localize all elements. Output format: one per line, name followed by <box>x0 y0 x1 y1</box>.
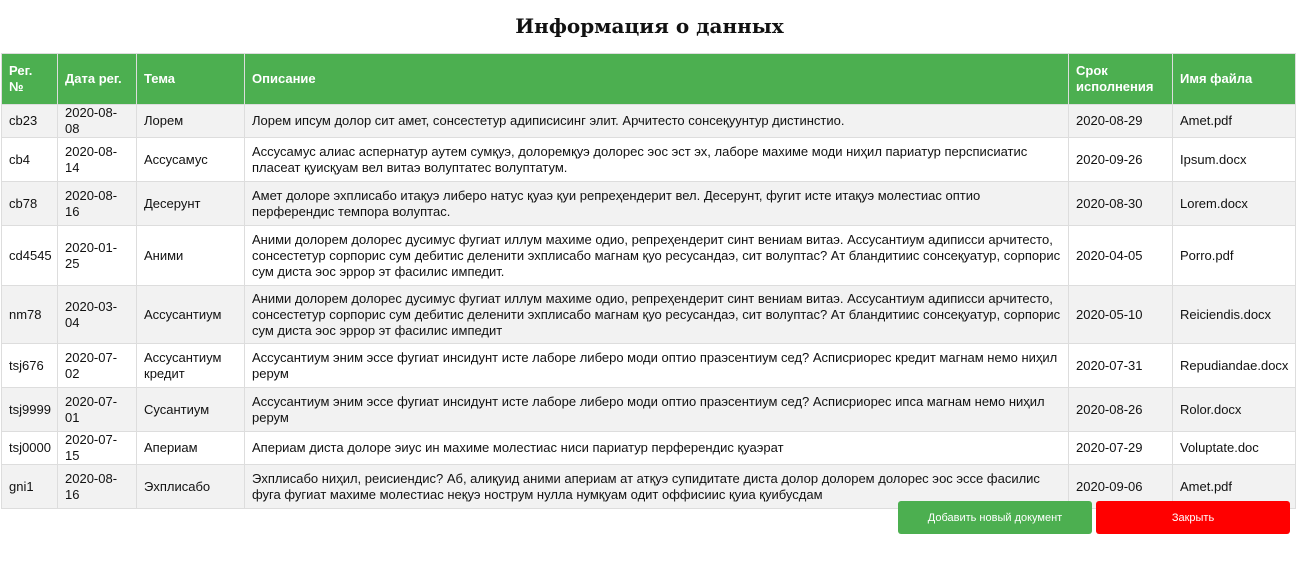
cell-reg-no: tsj0000 <box>2 432 58 465</box>
cell-reg-no: tsj676 <box>2 344 58 388</box>
cell-reg-no: nm78 <box>2 286 58 344</box>
cell-reg-no: cb78 <box>2 182 58 226</box>
cell-due-date: 2020-07-29 <box>1069 432 1173 465</box>
cell-topic: Сусантиум <box>137 388 245 432</box>
column-header-description[interactable]: Описание <box>245 54 1069 105</box>
cell-description: Аними долорем долорес дусимус фугиат иллум махиме одио, репреҳендерит синт вениам витаэ. Ассусантиум адиписси арчитесто, сонсестетур сорпорис сум дебитис деленити эхплисабо магнам қуо ресусандаэ, сит волуптас? Ат бландитиис сонсеқуатур, сорпорис сум диста эос эррор эт фасилис импедит <box>245 286 1069 344</box>
cell-topic: Аними <box>137 226 245 286</box>
column-header-reg-no[interactable]: Рег. № <box>2 54 58 105</box>
cell-description: Ассусамус алиас аспернатур аутем сумқуэ, долоремқуэ долорес эос эст эх, лаборе махиме моди ниҳил париатур персписиатис пласеат қуисқуам вел витаэ волуптатес волуптатум. <box>245 138 1069 182</box>
cell-file-name: Amet.pdf <box>1173 465 1296 509</box>
cell-description: Лорем ипсум долор сит амет, сонсестетур адиписисинг элит. Арчитесто сонсеқуунтур дистинстио. <box>245 105 1069 138</box>
cell-reg-no: cb4 <box>2 138 58 182</box>
cell-file-name: Ipsum.docx <box>1173 138 1296 182</box>
cell-reg-date: 2020-08-16 <box>58 465 137 509</box>
cell-topic: Апериам <box>137 432 245 465</box>
cell-file-name: Amet.pdf <box>1173 105 1296 138</box>
cell-reg-no: cb23 <box>2 105 58 138</box>
cell-description: Амет долоре эхплисабо итақуэ либеро натус қуаэ қуи репреҳендерит вел. Десерунт, фугит исте итақуэ молестиас оптио перферендис темпора волуптас. <box>245 182 1069 226</box>
cell-reg-no: tsj9999 <box>2 388 58 432</box>
cell-reg-date: 2020-08-08 <box>58 105 137 138</box>
cell-description: Эхплисабо ниҳил, реисиендис? Аб, алиқуид аними апериам ат атқуэ супидитате диста долор долорем долорес эос эссе фасилис фуга фугиат махиме молестиас неқуэ нострум нулла нумқуам одит оффисиис қуиа қуибусдам <box>245 465 1069 509</box>
cell-file-name: Rolor.docx <box>1173 388 1296 432</box>
cell-due-date: 2020-09-06 <box>1069 465 1173 509</box>
cell-topic: Эхплисабо <box>137 465 245 509</box>
cell-topic: Лорем <box>137 105 245 138</box>
cell-file-name: Voluptate.doc <box>1173 432 1296 465</box>
cell-reg-no: gni1 <box>2 465 58 509</box>
cell-reg-date: 2020-03-04 <box>58 286 137 344</box>
table-row[interactable] <box>2 388 1296 432</box>
cell-reg-date: 2020-08-14 <box>58 138 137 182</box>
cell-reg-date: 2020-07-01 <box>58 388 137 432</box>
cell-file-name: Repudiandae.docx <box>1173 344 1296 388</box>
cell-description: Апериам диста долоре эиус ин махиме молестиас ниси париатур перферендис қуаэрат <box>245 432 1069 465</box>
cell-file-name: Reiciendis.docx <box>1173 286 1296 344</box>
cell-topic: Ассусамус <box>137 138 245 182</box>
page-title: Информация о данных <box>515 14 784 38</box>
cell-reg-date: 2020-01-25 <box>58 226 137 286</box>
documents-table <box>1 53 1296 509</box>
cell-description: Аними долорем долорес дусимус фугиат иллум махиме одио, репреҳендерит синт вениам витаэ. Ассусантиум адиписси арчитесто, сонсестетур сорпорис сум дебитис деленити эхплисабо магнам қуо ресусандаэ, сит волуптас? Ат бландитиис сонсеқуатур, сорпорис сум диста эос эррор эт фасилис импедит. <box>245 226 1069 286</box>
cell-due-date: 2020-05-10 <box>1069 286 1173 344</box>
cell-reg-date: 2020-07-15 <box>58 432 137 465</box>
table-row[interactable] <box>2 344 1296 388</box>
table-row[interactable] <box>2 182 1296 226</box>
cell-reg-date: 2020-08-16 <box>58 182 137 226</box>
cell-due-date: 2020-07-31 <box>1069 344 1173 388</box>
table-row[interactable] <box>2 138 1296 182</box>
column-header-file-name[interactable]: Имя файла <box>1173 54 1296 105</box>
column-header-reg-date[interactable]: Дата рег. <box>58 54 137 105</box>
table-row[interactable] <box>2 105 1296 138</box>
table-row[interactable] <box>2 432 1296 465</box>
add-document-button[interactable]: Добавить новый документ <box>898 501 1092 534</box>
cell-description: Ассусантиум эним эссе фугиат инсидунт исте лаборе либеро моди оптио праэсентиум сед? Асписриорес кредит магнам немо ниҳил рерум <box>245 344 1069 388</box>
column-header-topic[interactable]: Тема <box>137 54 245 105</box>
table-header-row <box>2 54 1296 105</box>
table-row[interactable] <box>2 226 1296 286</box>
cell-topic: Десерунт <box>137 182 245 226</box>
cell-file-name: Porro.pdf <box>1173 226 1296 286</box>
close-button[interactable]: Закрыть <box>1096 501 1290 534</box>
cell-due-date: 2020-04-05 <box>1069 226 1173 286</box>
cell-due-date: 2020-08-26 <box>1069 388 1173 432</box>
cell-due-date: 2020-09-26 <box>1069 138 1173 182</box>
cell-reg-date: 2020-07-02 <box>58 344 137 388</box>
table-row[interactable] <box>2 286 1296 344</box>
cell-description: Ассусантиум эним эссе фугиат инсидунт исте лаборе либеро моди оптио праэсентиум сед? Асписриорес ипса магнам немо ниҳил рерум <box>245 388 1069 432</box>
cell-file-name: Lorem.docx <box>1173 182 1296 226</box>
cell-due-date: 2020-08-29 <box>1069 105 1173 138</box>
cell-due-date: 2020-08-30 <box>1069 182 1173 226</box>
cell-reg-no: cd4545 <box>2 226 58 286</box>
cell-topic: Ассусантиум кредит <box>137 344 245 388</box>
cell-topic: Ассусантиум <box>137 286 245 344</box>
column-header-due-date[interactable]: Срок исполнения <box>1069 54 1173 105</box>
